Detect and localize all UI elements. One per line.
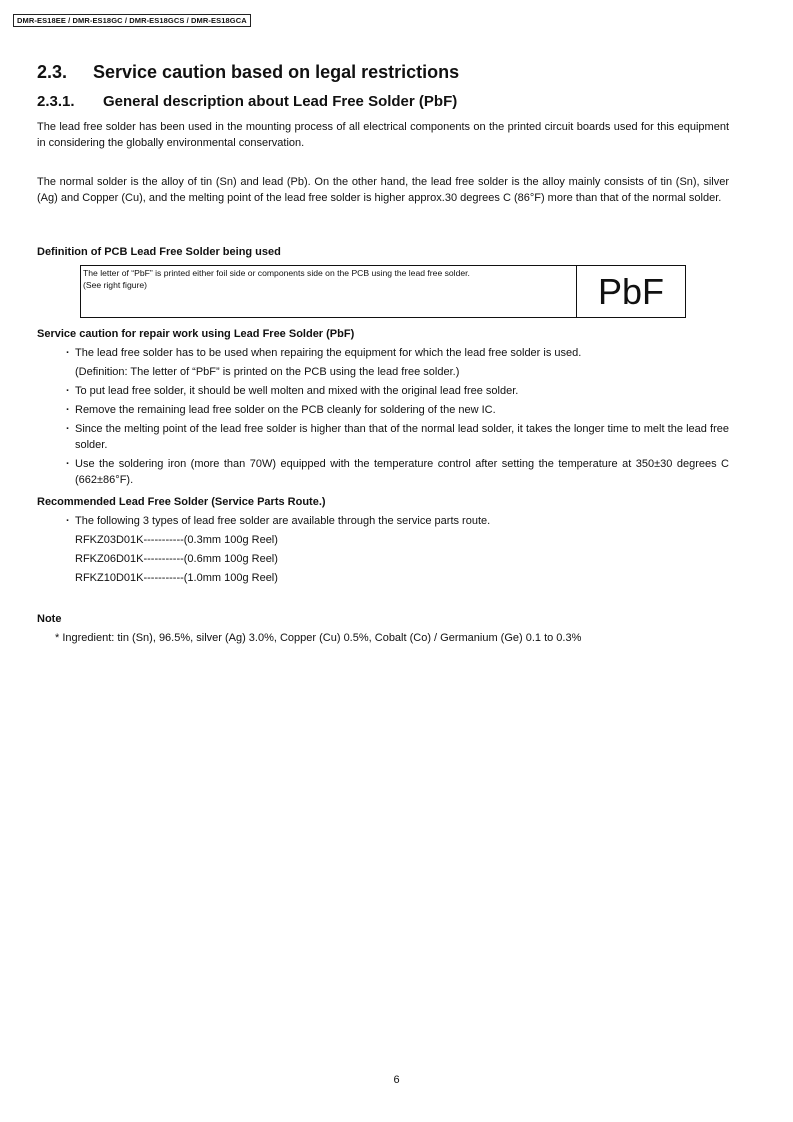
list-item: · To put lead free solder, it should be well molten and mixed with the original lead free solder. <box>66 383 729 399</box>
list-item: · Remove the remaining lead free solder on the PCB cleanly for soldering of the new IC. <box>66 402 729 418</box>
list-item: RFKZ10D01K-----------(1.0mm 100g Reel) <box>75 572 278 584</box>
list-item: · Use the soldering iron (more than 70W) equipped with the temperature control after setting the temperature at 350±30 degrees C (662±86°F). <box>66 456 729 488</box>
note-heading: Note <box>37 613 62 625</box>
list-item: · Since the melting point of the lead free solder is higher than that of the normal lead solder, it takes the longer time to melt the lead free solder. <box>66 421 729 453</box>
page-number: 6 <box>393 1074 400 1086</box>
section-number: 2.3. <box>37 62 68 82</box>
pbf-mark-figure: PbF <box>597 270 665 312</box>
pbf-definition-text <box>81 266 577 317</box>
definition-heading: Definition of PCB Lead Free Solder being used <box>37 246 281 258</box>
recommended-list <box>66 513 729 589</box>
note-text: * Ingredient: tin (Sn), 96.5%, silver (Ag) 3.0%, Copper (Cu) 0.5%, Cobalt (Co) / Germanium (Ge) 0.1 to 0.3% <box>55 632 582 644</box>
service-caution-heading: Service caution for repair work using Lead Free Solder (PbF) <box>37 328 355 340</box>
section-heading <box>37 62 459 83</box>
subsection-number: 2.3.1. <box>37 93 75 110</box>
recommended-heading: Recommended Lead Free Solder (Service Parts Route.) <box>37 496 326 508</box>
pbf-definition-box <box>80 265 686 318</box>
list-item: RFKZ06D01K-----------(0.6mm 100g Reel) <box>75 553 278 565</box>
normal-solder-paragraph: The normal solder is the alloy of tin (Sn) and lead (Pb). On the other hand, the lead free solder is the alloy mainly consists of tin (Sn), silver (Ag) and Copper (Cu), and the melting point of the lead free solder is higher approx.30 degrees C (86°F) more than that of the normal solder. <box>37 176 729 204</box>
subsection-title: General description about Lead Free Solder (PbF) <box>103 93 458 110</box>
list-item: RFKZ03D01K-----------(0.3mm 100g Reel) <box>75 534 278 546</box>
intro-paragraph: The lead free solder has been used in the mounting process of all electrical components on the printed circuit boards used for this equipment in considering the globally environmental conservation. <box>37 121 729 149</box>
section-title: Service caution based on legal restrictions <box>93 62 460 82</box>
model-tag: DMR-ES18EE / DMR-ES18GC / DMR-ES18GCS / DMR-ES18GCA <box>13 14 251 27</box>
list-item: · The following 3 types of lead free solder are available through the service parts route. <box>66 513 729 529</box>
pbf-definition-line: The letter of “PbF” is printed either foil side or components side on the PCB using the lead free solder. <box>83 268 470 278</box>
list-item: (Definition: The letter of “PbF” is printed on the PCB using the lead free solder.) <box>75 366 460 378</box>
pbf-definition-line: (See right figure) <box>83 280 148 290</box>
list-item: · The lead free solder has to be used when repairing the equipment for which the lead free solder is used. <box>66 345 729 361</box>
subsection-heading <box>37 93 457 110</box>
service-caution-list <box>66 345 729 491</box>
